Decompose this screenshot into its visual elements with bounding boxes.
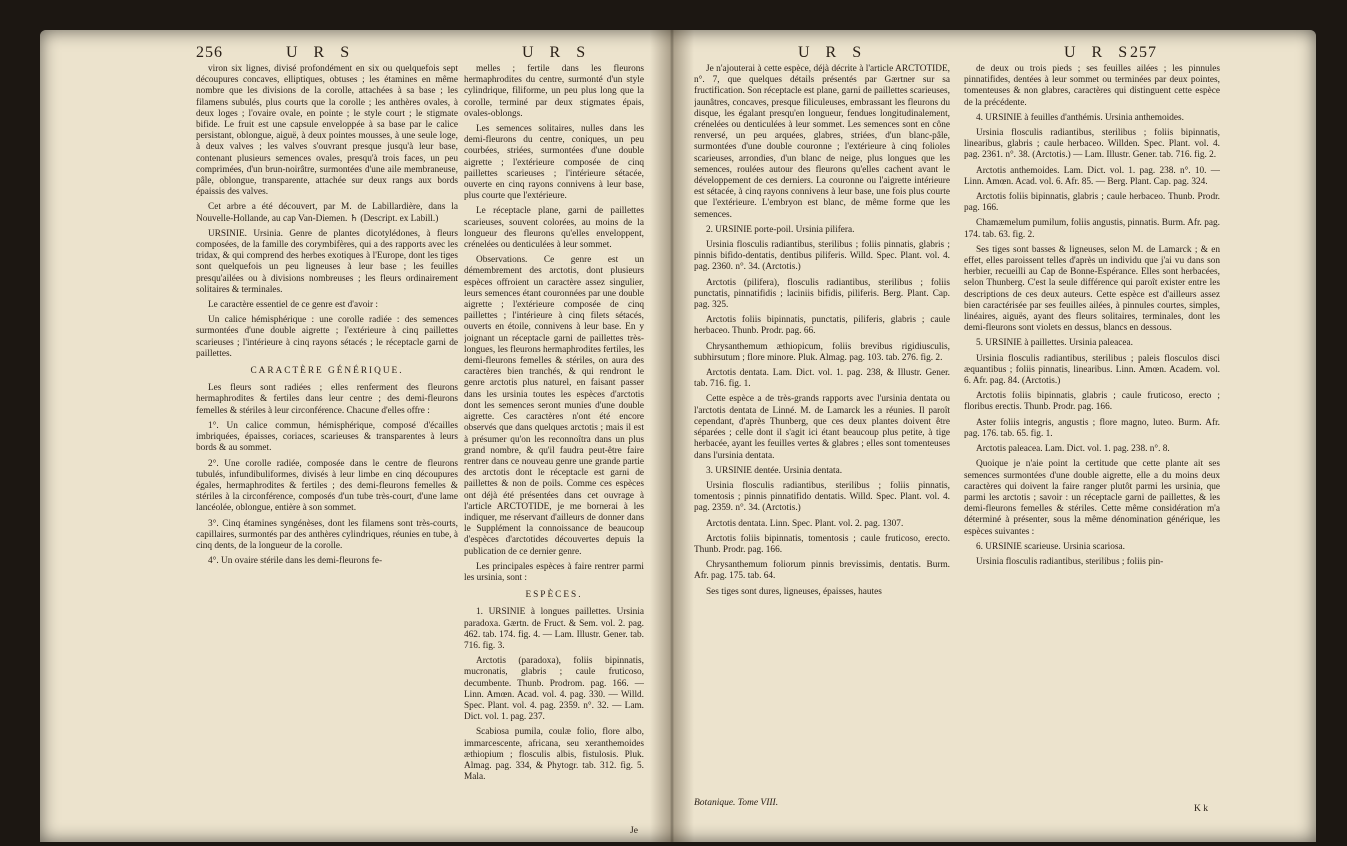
paragraph: Ursinia flosculis radiantibus, sterilibus ; foliis pinnatis, glabris ; pinnis bifido-dentatis, dentibus piliferis. Willd. Spec. Plant. vol. 4. pag. 2360. n°. 34. (Arctotis.)	[694, 240, 950, 273]
paragraph: Arctotis anthemoides. Lam. Dict. vol. 1. pag. 238. n°. 10. — Linn. Amœn. Acad. vol. 6. Afr. 85. — Berg. Plant. Cap. pag. 324.	[964, 165, 1220, 187]
signature-mark: K k	[1194, 804, 1208, 814]
paragraph: Ursinia flosculis radiantibus, sterilibus ; foliis pin-	[976, 556, 1164, 567]
left-column-2	[464, 64, 644, 816]
running-head-right-2: U R S	[1064, 44, 1134, 61]
paragraph: 2. URSINIE porte-poil. Ursinia pilifera.	[706, 224, 855, 235]
paragraph: Je n'ajouterai à cette espèce, déjà décrite à l'article ARCTOTIDE, n°. 7, que quelques détails présentés par Gærtner sur sa fructification. Son réceptacle est plane, garni de paillettes scarieuses, jaunâtres, concaves, presque filiculeuses, embrassant les fleurons du disque, les égalant presqu'en longueur, fendues longitudinalement, crénelées ou denticulées à leur sommet. Les semences sont en cône renversé, un peu arquées, glabres, striées, d'un blanc-pâle, surmontées d'une double couronne ; l'extérieure à cinq folioles scarieuses, arrondies, d'un blanc de neige, plus longues que les semences, roulées autour des fleurons qu'elles cachent avant le développement de ces derniers. La couronne ou l'aigrette intérieure est sétacée, à cinq rayons connivens à leur base, une fois plus courte que l'extérieure. L'embryon est blanc, de même forme que les semences.	[694, 64, 950, 220]
paragraph: 2°. Une corolle radiée, composée dans le centre de fleurons tubulés, infundibuliformes, divisés à leur limbe en cinq découpures égales, hermaphrodites & fertiles ; des demi-fleurons femelles & stériles à la circonférence, composés d'un tube très-court, d'une lame lancéolée, oblongue, entière à son sommet.	[196, 458, 458, 514]
paragraph: Le réceptacle plane, garni de paillettes scarieuses, souvent colorées, au moins de la longueur des fleurons qu'elles enveloppent, crénelées ou denticulées à leur sommet.	[464, 206, 644, 251]
running-head-right-1: U R S	[798, 44, 868, 61]
paragraph: 4. URSINIE à feuilles d'anthémis. Ursinia anthemoides.	[976, 112, 1184, 123]
paragraph: Arctotis foliis bipinnatis, glabris ; caule fruticoso, erecto ; floribus erectis. Thunb. Prodr. pag. 166.	[964, 391, 1220, 413]
paragraph: Quoique je n'aie point la certitude que cette plante ait ses semences surmontées d'une double aigrette, elle a du moins deux caractères qui doivent la faire ranger plutôt parmi les ursinia, que parmi les arctotis ; savoir : un réceptacle garni de paillettes, & les demi-fleurons femelles & stériles. Cette même considération m'a déterminé à présenter, sous la même dénomination générique, les espèces suivantes :	[964, 459, 1220, 537]
paragraph: 1. URSINIE à longues paillettes. Ursinia paradoxa. Gærtn. de Fruct. & Sem. vol. 2. pag. 462. tab. 174. fig. 4. — Lam. Illustr. Gener. tab. 716. fig. 3.	[464, 607, 644, 651]
paragraph: Cet arbre a été découvert, par M. de Labillardière, dans la Nouvelle-Hollande, au cap Van-Diemen. ♄ (Descript. ex Labill.)	[196, 202, 458, 224]
paragraph: Cette espèce a de très-grands rapports avec l'ursinia dentata ou l'arctotis dentata de Linné. M. de Lamarck les a réunies. Il paroît cependant, d'après Thunberg, que ces deux plantes doivent être séparées ; celle dont il s'agit ici étant beaucoup plus petite, à tige herbacée, ayant les feuilles vertes & glabres ; elles sont tomenteuses dans l'ursinia dentata.	[694, 394, 950, 461]
paragraph: Arctotis (pilifera), flosculis radiantibus, sterilibus ; foliis punctatis, pinnatifidis ; laciniis bifidis, piliferis. Berg. Plant. Cap. pag. 325.	[694, 277, 950, 311]
paragraph: Chrysanthemum æthiopicum, foliis brevibus rigidiusculis, subhirsutum ; flore minore. Pluk. Almag. pag. 103. tab. 276. fig. 2.	[694, 341, 950, 363]
paragraph: Scabiosa pumila, coulæ folio, flore albo, immarcescente, africana, seu xeranthemoides æthiopium ; flosculis albis, fistulosis. Pluk. Almag. pag. 334, & Phytogr. tab. 312. fig. 5. Mala.	[464, 727, 644, 783]
paragraph: 4°. Un ovaire stérile dans les demi-fleurons fe-	[208, 556, 383, 567]
paragraph: Les principales espèces à faire rentrer parmi les ursinia, sont :	[464, 561, 644, 583]
paragraph: Chamæmelum pumilum, foliis angustis, pinnatis. Burm. Afr. pag. 174. tab. 63. fig. 2.	[964, 218, 1220, 240]
paragraph: Ses tiges sont dures, ligneuses, épaisses, hautes	[706, 586, 882, 597]
paragraph: Arctotis foliis bipinnatis, punctatis, piliferis, glabris ; caule herbaceo. Thunb. Prodr. pag. 66.	[694, 315, 950, 337]
paragraph: Les fleurs sont radiées ; elles renferment des fleurons hermaphrodites & fertiles dans leur centre ; des demi-fleurons femelles & stériles à leur circonférence. Chacune d'elles offre :	[196, 383, 458, 416]
page-number-right: 257	[1130, 44, 1157, 61]
paragraph: CARACTÈRE GÉNÉRIQUE.	[250, 366, 404, 377]
running-head-left-2: U R S	[522, 44, 592, 61]
left-column-1	[196, 64, 458, 816]
paragraph: Observations. Ce genre est un démembrement des arctotis, dont plusieurs espèces offroient un caractère assez singulier, leurs semences étant couronnées par une double aigrette ; l'extérieure composée de cinq paillettes ; l'intérieure à cinq filets sétacés, ouverts en étoile, connivens à leur base. En y joignant un réceptacle garni de paillettes très-longues, les fleurons hermaphrodites fertiles, les demi-fleurons femelles & stériles, on aura des caractères bien tranchés, & qui rendront le genre arctotis plus naturel, en faisant passer dans les ursinia toutes les espèces d'arctotis dont les semences seront munies d'une double aigrette. Ces caractères n'ont été encore observés que dans quelques arctotis ; mais il est à présumer qu'on les reconnoîtra dans un plus grand nombre, & qu'il faudra peut-être faire rentrer dans ce nouveau genre une grande partie des arctotis dont le réceptacle est garni de paillettes & non de poils. Comme ces espèces ont déjà été présentées dans cet ouvrage à l'article ARCTOTIDE, je me bornerai à les indiquer, me réservant d'ailleurs de donner dans le Supplément la connoissance de beaucoup d'espèces d'arctotides découvertes depuis la publication de ce dernier genre.	[464, 255, 644, 557]
catchword: Je	[630, 826, 638, 836]
paragraph: Ses tiges sont basses & ligneuses, selon M. de Lamarck ; & en effet, elles paroissent telles d'après un individu que j'ai vu dans son herbier, recueilli au Cap de Bonne-Espérance. Elles sont herbacées, selon Thunberg. C'est la seule différence qui paroît exister entre les descriptions de ces deux auteurs. Cette espèce est d'ailleurs assez bien caractérisée par ses feuilles ailées, à pinnules courtes, simples, linéaires, aiguës, ayant des fleurs solitaires, terminales, dont les demi-fleurons sont violets en dessus, blancs en dessous.	[964, 244, 1220, 334]
paragraph: melles ; fertile dans les fleurons hermaphrodites du centre, surmonté d'un style cylindrique, filiforme, un peu plus long que la corolle, terminé par deux stigmates épais, ovales-oblongs.	[464, 64, 644, 119]
paragraph: de deux ou trois pieds ; ses feuilles ailées ; les pinnules pinnatifides, dentées à leur sommet ou terminées par deux pointes, tomenteuses & non glabres, caractères qui distinguent cette espèce de la précédente.	[964, 64, 1220, 108]
paragraph: Arctotis foliis bipinnatis, glabris ; caule herbaceo. Thunb. Prodr. pag. 166.	[964, 192, 1220, 214]
paragraph: Arctotis (paradoxa), foliis bipinnatis, mucronatis, glabris ; caule fruticoso, decumbente. Thunb. Prodrom. pag. 166. — Linn. Amœn. Acad. vol. 4. pag. 330. — Willd. Spec. Plant. vol. 4. pag. 2359. n°. 32. — Lam. Dict. vol. 1. pag. 237.	[464, 656, 644, 723]
paragraph: 5. URSINIE à paillettes. Ursinia paleacea.	[976, 338, 1133, 349]
paragraph: Ursinia flosculis radiantibus, sterilibus ; foliis bipinnatis, linearibus, glabris ; caule herbaceo. Willden. Spec. Plant. vol. 4. pag. 2361. n°. 38. (Arctotis.) — Lam. Illustr. Gener. tab. 716. fig. 2.	[964, 128, 1220, 161]
paragraph: Chrysanthemum foliorum pinnis brevissimis, dentatis. Burm. Afr. pag. 175. tab. 64.	[694, 560, 950, 582]
running-head-left-1: U R S	[286, 44, 356, 61]
paragraph: 6. URSINIE scarieuse. Ursinia scariosa.	[976, 541, 1125, 552]
paragraph: 3°. Cinq étamines syngénèses, dont les filamens sont très-courts, capillaires, surmontés par des anthères cylindriques, réunies en tube, à cinq dents, de la longueur de la corolle.	[196, 518, 458, 551]
paragraph: Les semences solitaires, nulles dans les demi-fleurons du centre, coniques, un peu courbées, striées, surmontées d'une double aigrette ; l'extérieure composée de cinq paillettes scarieuses ; l'intérieure sétacée, ouverte en cinq rayons connivens à leur base, plus courte que l'extérieure.	[464, 124, 644, 202]
paragraph: Arctotis foliis bipinnatis, tomentosis ; caule fruticoso, erecto. Thunb. Prodr. pag. 166.	[694, 533, 950, 555]
paragraph: Arctotis dentata. Linn. Spec. Plant. vol. 2. pag. 1307.	[706, 518, 904, 529]
paragraph: Arctotis paleacea. Lam. Dict. vol. 1. pag. 238. n°. 8.	[976, 444, 1170, 455]
paragraph: Un calice hémisphérique : une corolle radiée : des semences surmontées d'une double aigrette ; l'extérieure à cinq paillettes scarieuses ; l'intérieure à cinq rayons sétacés ; le réceptacle garni de paillettes.	[196, 315, 458, 359]
paragraph: 3. URSINIE dentée. Ursinia dentata.	[706, 465, 843, 476]
book-gutter	[650, 30, 694, 842]
paragraph: URSINIE. Ursinia. Genre de plantes dicotylédones, à fleurs composées, de la famille des corymbifères, qui a des rapports avec les tridax, & qui comprend des herbes exotiques à l'Europe, dont les tiges sont quelquefois un peu ligneuses à leur base ; les feuilles presqu'ailées ou à divisions nombreuses ; les fleurs ordinairement solitaires & terminales.	[196, 228, 458, 295]
footer-title: Botanique. Tome VIII.	[694, 798, 779, 808]
paragraph: Arctotis dentata. Lam. Dict. vol. 1. pag. 238, & Illustr. Gener. tab. 716. fig. 1.	[694, 368, 950, 390]
paragraph: Le caractère essentiel de ce genre est d'avoir :	[208, 300, 378, 311]
page-number-left: 256	[196, 44, 223, 61]
paragraph: Aster foliis integris, angustis ; flore magno, luteo. Burm. Afr. pag. 176. tab. 65. fig. 1.	[964, 417, 1220, 439]
paragraph: viron six lignes, divisé profondément en six ou quelquefois sept découpures concaves, elliptiques, obtuses ; les étamines en même nombre que les divisions de la corolle, attachées à sa base ; les filamens subulés, plus courts que la corolle ; les anthères ovales, à deux loges ; l'ovaire ovale, en pointe ; le style court ; le stigmate bifide. Le fruit est une capsule enveloppée à sa base par le calice persistant, oblongue, aiguë, à deux pointes mousses, à une seule loge, à deux valves ; les valves s'ouvrant presque jusqu'à leur base, contenant plusieurs semences ovales, presqu'à trois faces, un peu comprimées, d'un brun-noirâtre, surmontées d'une aile membraneuse, pâle, oblongue, transparente, attachée sur deux rangs aux bords épaissis des valves.	[196, 64, 458, 198]
paragraph: Ursinia flosculis radiantibus, sterilibus ; foliis pinnatis, tomentosis ; pinnis pinnatifido dentatis. Willd. Spec. Plant. vol. 4. pag. 2359. n°. 34. (Arctotis.)	[694, 480, 950, 514]
paragraph: Ursinia flosculis radiantibus, sterilibus ; paleis flosculos disci æquantibus ; foliis pinnatis, linearibus. Linn. Amœn. Academ. vol. 6. Afr. pag. 84. (Arctotis.)	[964, 353, 1220, 387]
paragraph: ESPÈCES.	[525, 590, 583, 601]
right-column-2	[964, 64, 1220, 800]
paragraph: 1°. Un calice commun, hémisphérique, composé d'écailles imbriquées, épaisses, coriaces, scarieuses & transparentes à leurs bords & au sommet.	[196, 420, 458, 454]
right-column-1	[694, 64, 950, 784]
